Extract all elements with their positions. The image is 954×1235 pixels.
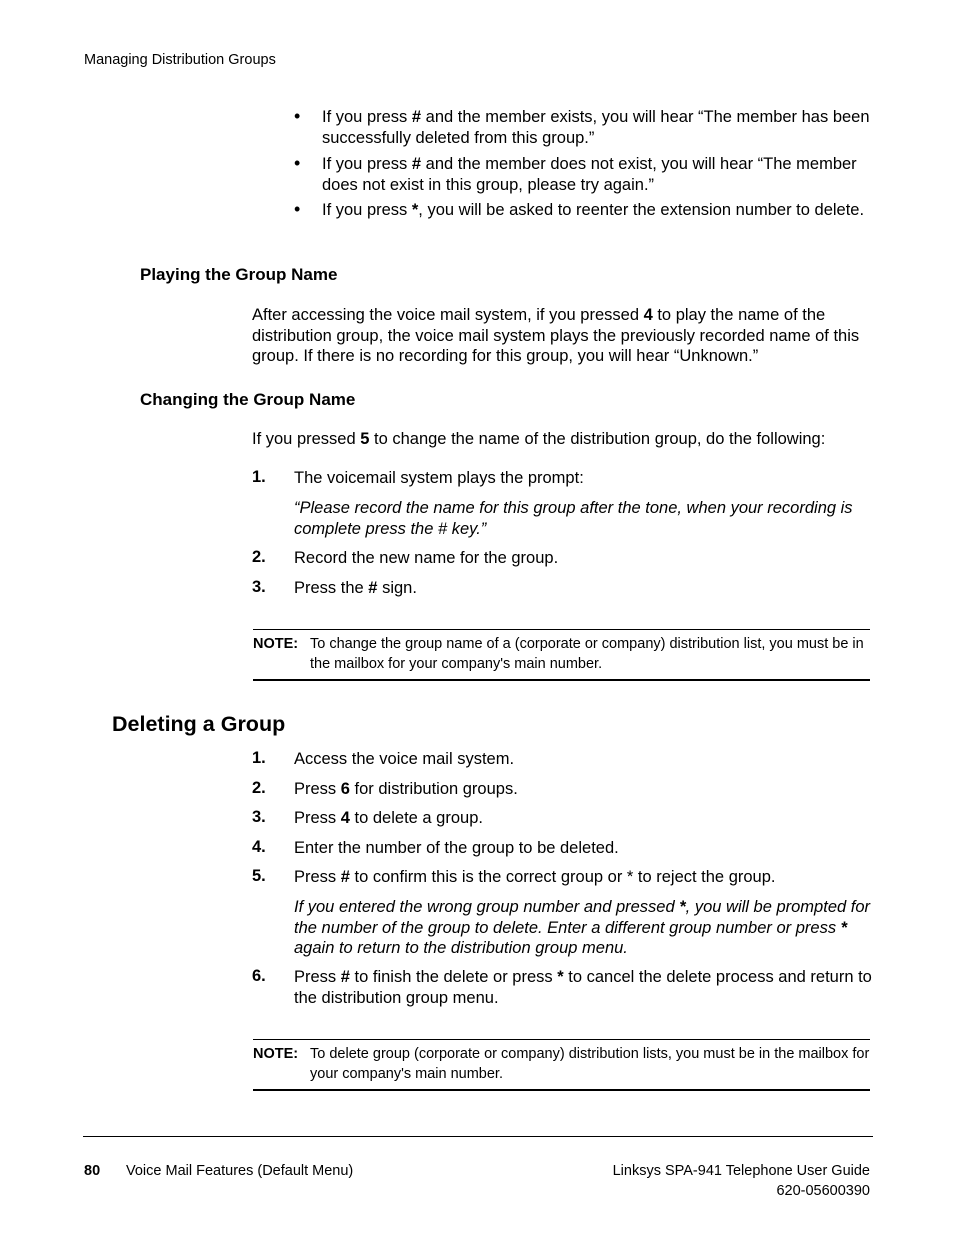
step-text: The voicemail system plays the prompt: bbox=[294, 469, 584, 487]
page-number: 80 bbox=[84, 1163, 101, 1179]
bullet-item: If you press *, you will be asked to reenter the extension number to delete. bbox=[322, 201, 865, 219]
footer-section: Voice Mail Features (Default Menu) bbox=[126, 1163, 354, 1179]
note-label: NOTE: bbox=[253, 636, 299, 652]
section-heading-changing: Changing the Group Name bbox=[140, 390, 356, 409]
step-number: 2. bbox=[252, 548, 266, 566]
footer-rule bbox=[83, 1136, 873, 1137]
bullet-marker: • bbox=[294, 153, 301, 173]
prompt-quote: “Please record the name for this group after the tone, when your recording is complete press the # key.” bbox=[294, 499, 853, 538]
note-text: To change the group name of a (corporate or company) distribution list, you must be in the mailbox for your company's main number. bbox=[310, 636, 864, 672]
step-text: Record the new name for the group. bbox=[294, 549, 559, 567]
step-number: 3. bbox=[252, 808, 266, 826]
step-text: Access the voice mail system. bbox=[294, 750, 515, 768]
playing-paragraph: After accessing the voice mail system, if you pressed 4 to play the name of the distribution group, the voice mail system plays the previously recorded name of this group. If there is no recording for this group, you will hear “Unknown.” bbox=[252, 306, 860, 365]
step-number: 3. bbox=[252, 578, 266, 596]
footer-guide-title: Linksys SPA-941 Telephone User Guide bbox=[612, 1163, 870, 1179]
step-number: 1. bbox=[252, 468, 266, 486]
running-header: Managing Distribution Groups bbox=[84, 52, 276, 68]
step-text: Enter the number of the group to be deleted. bbox=[294, 839, 619, 857]
step-text: Press # to finish the delete or press * to cancel the delete process and return to the distribution group menu. bbox=[294, 968, 872, 1007]
note-label: NOTE: bbox=[253, 1046, 299, 1062]
section-heading-playing: Playing the Group Name bbox=[140, 265, 338, 284]
note-bottom-rule bbox=[253, 1089, 870, 1091]
step-text: Press 4 to delete a group. bbox=[294, 809, 483, 827]
step-number: 2. bbox=[252, 779, 266, 797]
section-heading-deleting: Deleting a Group bbox=[112, 712, 286, 736]
step-text: Press the # sign. bbox=[294, 579, 417, 597]
note-text: To delete group (corporate or company) distribution lists, you must be in the mailbox for your company's main number. bbox=[310, 1046, 870, 1082]
bullet-marker: • bbox=[294, 106, 301, 126]
note-bottom-rule bbox=[253, 679, 870, 681]
bullet-item: If you press # and the member exists, you will hear “The member has been successfully deleted from this group.” bbox=[322, 108, 870, 147]
step-text: Press # to confirm this is the correct group or * to reject the group. bbox=[294, 868, 776, 886]
footer-doc-number: 620-05600390 bbox=[776, 1183, 870, 1199]
step-number: 1. bbox=[252, 749, 266, 767]
note-top-rule bbox=[253, 1039, 870, 1040]
changing-intro: If you pressed 5 to change the name of the distribution group, do the following: bbox=[252, 430, 826, 448]
bullet-item: If you press # and the member does not exist, you will hear “The member does not exist in this group, please try again.” bbox=[322, 155, 857, 194]
step-text: Press 6 for distribution groups. bbox=[294, 780, 518, 798]
step-number: 4. bbox=[252, 838, 266, 856]
wrong-group-note: If you entered the wrong group number and pressed *, you will be prompted for the number of the group to delete. Enter a different group number or press * again to return to the distribution group menu. bbox=[294, 898, 871, 957]
note-top-rule bbox=[253, 629, 870, 630]
step-number: 5. bbox=[252, 867, 266, 885]
bullet-marker: • bbox=[294, 199, 301, 219]
step-number: 6. bbox=[252, 967, 266, 985]
